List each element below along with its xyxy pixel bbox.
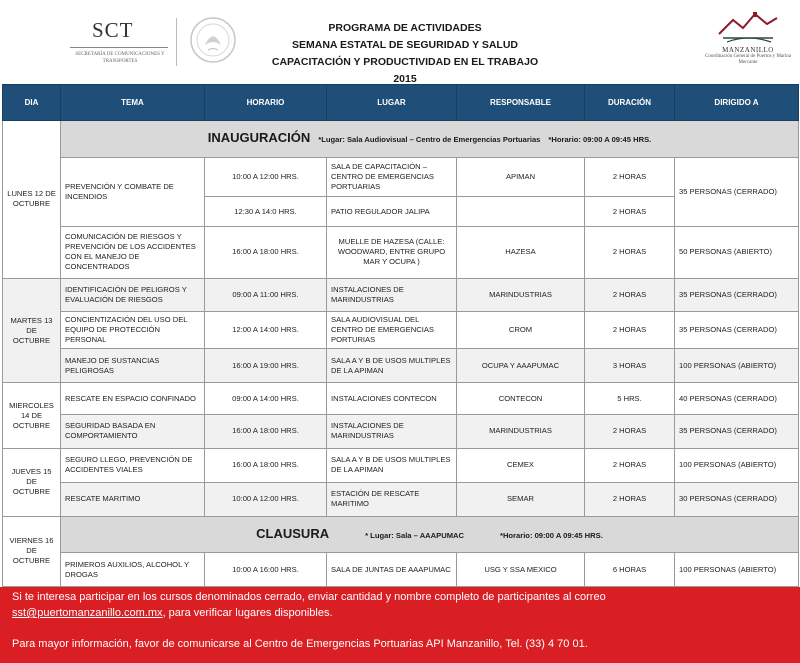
table-row: [3, 448, 799, 483]
footer-line-1: Si te interesa participar en los cursos denominados cerrado, enviar cantidad y nombre completo de participantes al correo: [12, 591, 606, 603]
tema-cell: SEGURO LLEGO, PREVENCIÓN DE ACCIDENTES VIALES: [61, 448, 205, 483]
duracion-cell: 2 HORAS: [585, 197, 675, 227]
table-row: [3, 278, 799, 312]
tema-cell: CONCIENTIZACIÓN DEL USO DEL EQUIPO DE PROTECCIÓN PERSONAL: [61, 312, 205, 349]
horario-cell: 16:00 A 19:00 HRS.: [205, 348, 327, 383]
horario-cell: 16:00 A 18:00 HRS.: [205, 415, 327, 449]
dirigido-cell: 100 PERSONAS (ABIERTO): [675, 348, 799, 383]
tema-cell: RESCATE EN ESPACIO CONFINADO: [61, 383, 205, 415]
dirigido-cell: 100 PERSONAS (ABIERTO): [675, 448, 799, 483]
closing-place: * Lugar: Sala – AAAPUMAC: [365, 530, 464, 540]
table-row: [3, 483, 799, 517]
sct-logo: [64, 14, 174, 74]
footer-line-2-text: , para verificar lugares disponibles.: [162, 607, 333, 619]
title-line-2: SEMANA ESTATAL DE SEGURIDAD Y SALUD: [292, 39, 518, 51]
duracion-cell: 3 HORAS: [585, 348, 675, 383]
closing-time: *Horario: 09:00 A 09:45 HRS.: [499, 530, 603, 540]
day-cell: LUNES 12 DE OCTUBRE: [3, 121, 61, 279]
dirigido-cell: 100 PERSONAS (ABIERTO): [675, 553, 799, 587]
responsable-cell: OCUPA Y AAAPUMAC: [457, 348, 585, 383]
tema-cell: MANEJO DE SUSTANCIAS PELIGROSAS: [61, 348, 205, 383]
tema-cell: RESCATE MARITIMO: [61, 483, 205, 517]
lugar-cell: SALA A Y B DE USOS MULTIPLES DE LA APIMAN: [327, 448, 457, 483]
day-cell: VIERNES 16 DE OCTUBRE: [3, 516, 61, 586]
day-cell: JUEVES 15 DE OCTUBRE: [3, 448, 61, 516]
responsable-cell: [457, 197, 585, 227]
dirigido-cell: 35 PERSONAS (CERRADO): [675, 278, 799, 312]
footer-line-2: [12, 605, 788, 621]
column-header: DURACIÓN: [585, 85, 675, 121]
horario-cell: 10:00 A 12:00 HRS.: [205, 157, 327, 197]
column-header: DIA: [3, 85, 61, 121]
duracion-cell: 2 HORAS: [585, 278, 675, 312]
responsable-cell: HAZESA: [457, 226, 585, 278]
schedule-table: [2, 84, 799, 587]
dirigido-cell: 50 PERSONAS (ABIERTO): [675, 226, 799, 278]
closing-row: [3, 516, 799, 553]
responsable-cell: USG Y SSA MEXICO: [457, 553, 585, 587]
inauguration-banner: [61, 121, 799, 158]
inauguration-row: [3, 121, 799, 158]
horario-cell: 09:00 A 11:00 HRS.: [205, 278, 327, 312]
responsable-cell: MARINDUSTRIAS: [457, 415, 585, 449]
tema-cell: PRIMEROS AUXILIOS, ALCOHOL Y DROGAS: [61, 553, 205, 587]
logo-divider: [176, 18, 177, 66]
horario-cell: 16:00 A 18:00 HRS.: [205, 226, 327, 278]
duracion-cell: 2 HORAS: [585, 226, 675, 278]
horario-cell: 12:30 A 14:0 HRS.: [205, 197, 327, 227]
sct-logo-text: SCT: [92, 18, 134, 42]
lugar-cell: INSTALACIONES DE MARINDUSTRIAS: [327, 415, 457, 449]
tema-cell: SEGURIDAD BASADA EN COMPORTAMIENTO: [61, 415, 205, 449]
title-line-3: CAPACITACIÓN Y PRODUCTIVIDAD EN EL TRABAJO 2015: [271, 56, 539, 85]
day-cell: MIERCOLES 14 DE OCTUBRE: [3, 383, 61, 448]
tema-cell: IDENTIFICACIÓN DE PELIGROS Y EVALUACIÓN DE RIESGOS: [61, 278, 205, 312]
day-cell: MARTES 13 DE OCTUBRE: [3, 278, 61, 383]
lugar-cell: PATIO REGULADOR JALIPA: [327, 197, 457, 227]
document-title: [260, 20, 550, 88]
footer-line-3: Para mayor información, favor de comunicarse al Centro de Emergencias Portuarias API Manzanillo, Tel. (33) 4 70 01.: [12, 638, 588, 650]
lugar-cell: INSTALACIONES DE MARINDUSTRIAS: [327, 278, 457, 312]
lugar-cell: MUELLE DE HAZESA (CALLE: WOODWARD, ENTRE GRUPO MAR Y OCUPA ): [327, 226, 457, 278]
duracion-cell: 6 HORAS: [585, 553, 675, 587]
table-row: [3, 553, 799, 587]
responsable-cell: SEMAR: [457, 483, 585, 517]
table-row: [3, 157, 799, 197]
column-header: DIRIGIDO A: [675, 85, 799, 121]
column-header: LUGAR: [327, 85, 457, 121]
lugar-cell: SALA A Y B DE USOS MULTIPLES DE LA APIMAN: [327, 348, 457, 383]
national-seal-icon: [188, 12, 238, 68]
responsable-cell: CROM: [457, 312, 585, 349]
duracion-cell: 2 HORAS: [585, 415, 675, 449]
api-logo-name: MANZANILLO: [722, 46, 774, 54]
sct-logo-rule: [70, 47, 168, 48]
api-logo-subtitle: Coordinación General de Puertos y Marina Mercante: [705, 54, 791, 65]
closing-title: CLAUSURA: [256, 525, 330, 541]
horario-cell: 10:00 A 16:00 HRS.: [205, 553, 327, 587]
duracion-cell: 2 HORAS: [585, 448, 675, 483]
lugar-cell: SALA DE JUNTAS DE AAAPUMAC: [327, 553, 457, 587]
lugar-cell: SALA AUDIOVISUAL DEL CENTRO DE EMERGENCIAS PORTURIAS: [327, 312, 457, 349]
lugar-cell: INSTALACIONES CONTECON: [327, 383, 457, 415]
dirigido-cell: 35 PERSONAS (CERRADO): [675, 415, 799, 449]
tema-cell: COMUNICACIÓN DE RIESGOS Y PREVENCIÓN DE LOS ACCIDENTES CON EL MANEJO DE CONCENTRADOS: [61, 226, 205, 278]
duracion-cell: 2 HORAS: [585, 483, 675, 517]
footer-notice: [0, 587, 800, 663]
dirigido-cell: 40 PERSONAS (CERRADO): [675, 383, 799, 415]
api-manzanillo-logo: [700, 4, 796, 80]
table-row: [3, 226, 799, 278]
dirigido-cell: 35 PERSONAS (CERRADO): [675, 312, 799, 349]
duracion-cell: 2 HORAS: [585, 157, 675, 197]
horario-cell: 09:00 A 14:00 HRS.: [205, 383, 327, 415]
contact-email-link[interactable]: sst@puertomanzanillo.com.mx: [12, 607, 163, 619]
lugar-cell: SALA DE CAPACITACIÓN – CENTRO DE EMERGENCIAS PORTUARIAS: [327, 157, 457, 197]
inauguration-title: INAUGURACIÓN: [207, 129, 311, 145]
responsable-cell: APIMAN: [457, 157, 585, 197]
table-row: [3, 348, 799, 383]
horario-cell: 10:00 A 12:00 HRS.: [205, 483, 327, 517]
horario-cell: 16:00 A 18:00 HRS.: [205, 448, 327, 483]
horario-cell: 12:00 A 14:00 HRS.: [205, 312, 327, 349]
duracion-cell: 2 HORAS: [585, 312, 675, 349]
responsable-cell: MARINDUSTRIAS: [457, 278, 585, 312]
column-header: TEMA: [61, 85, 205, 121]
table-row: [3, 383, 799, 415]
duracion-cell: 5 HRS.: [585, 383, 675, 415]
lugar-cell: ESTACIÓN DE RESCATE MARITIMO: [327, 483, 457, 517]
dirigido-cell: 30 PERSONAS (CERRADO): [675, 483, 799, 517]
title-line-1: PROGRAMA DE ACTIVIDADES: [328, 22, 482, 34]
inauguration-place: *Lugar: Sala Audiovisual – Centro de Emergencias Portuarias: [318, 134, 541, 144]
table-header-row: [3, 85, 799, 121]
responsable-cell: CONTECON: [457, 383, 585, 415]
document-header: [0, 0, 800, 83]
responsable-cell: CEMEX: [457, 448, 585, 483]
closing-banner: [61, 516, 799, 553]
tema-cell: PREVENCIÓN Y COMBATE DE INCENDIOS: [61, 157, 205, 226]
api-building-icon: [713, 4, 783, 46]
table-row: [3, 312, 799, 349]
sct-logo-subtitle: SECRETARÍA DE COMUNICACIONES Y TRANSPORTES: [75, 52, 165, 64]
dirigido-cell: 35 PERSONAS (CERRADO): [675, 157, 799, 226]
table-row: [3, 415, 799, 449]
column-header: HORARIO: [205, 85, 327, 121]
inauguration-time: *Horario: 09:00 A 09:45 HRS.: [548, 134, 652, 144]
column-header: RESPONSABLE: [457, 85, 585, 121]
